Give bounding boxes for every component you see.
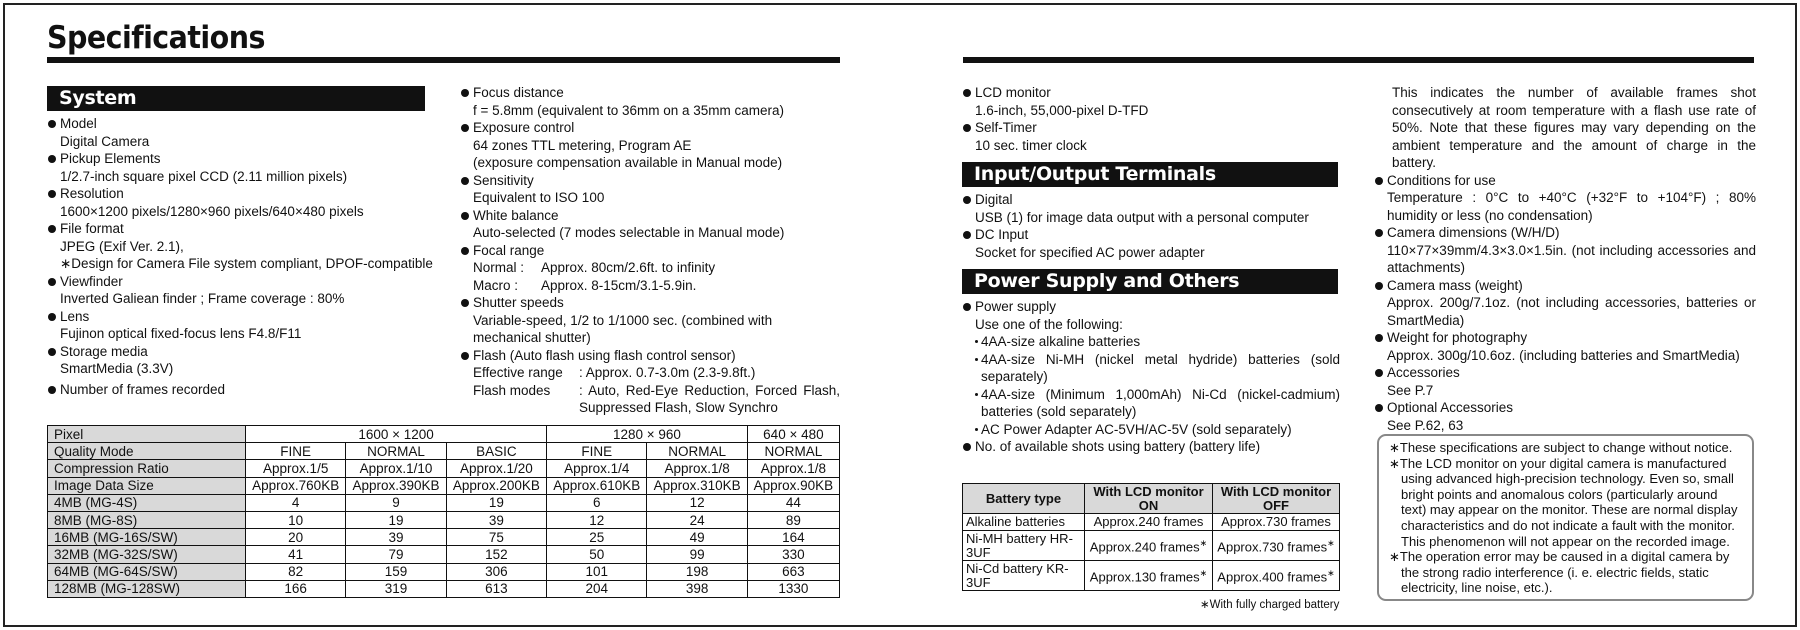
spec-model bbox=[47, 115, 442, 150]
focal-macro-value: Approx. 8-15cm/3.1-5.9in. bbox=[541, 277, 697, 293]
spec-value: SmartMedia (3.3V) bbox=[60, 361, 174, 376]
table-cell: 24 bbox=[647, 511, 747, 528]
table-cell: 6 bbox=[547, 494, 647, 511]
table-cell: Approx.730 frames bbox=[1213, 514, 1340, 531]
focal-macro-key: Macro : bbox=[473, 277, 519, 293]
spec-value: JPEG (Exif Ver. 2.1), bbox=[60, 238, 184, 254]
table-cell: NORMAL bbox=[647, 443, 747, 460]
table-cell: 39 bbox=[446, 511, 546, 528]
spec-label: Focal range bbox=[460, 242, 840, 260]
spec-exposure bbox=[460, 119, 840, 172]
table-cell: 99 bbox=[647, 546, 747, 563]
table-cell bbox=[1085, 531, 1213, 561]
table-cell bbox=[1085, 561, 1213, 591]
frames-table bbox=[47, 425, 840, 598]
table-cell: 4MB (MG-4S) bbox=[48, 494, 246, 511]
spec-lens bbox=[47, 308, 442, 343]
table-cell: 39 bbox=[346, 529, 446, 546]
table-cell: 330 bbox=[747, 546, 839, 563]
cell-value: Approx.400 frames bbox=[1217, 569, 1328, 585]
table-cell: 12 bbox=[547, 511, 647, 528]
flash-modes-value: : Auto, Red-Eye Reduction, Forced Flash, Suppressed Flash, Slow Synchro bbox=[579, 382, 840, 415]
table-cell: Quality Mode bbox=[48, 443, 246, 460]
spec-label: LCD monitor bbox=[962, 84, 1340, 102]
spec-shots bbox=[962, 438, 1340, 456]
table-cell: 152 bbox=[446, 546, 546, 563]
table-cell: Approx.240 frames bbox=[1085, 514, 1213, 531]
spec-value: Digital Camera bbox=[60, 133, 150, 149]
spec-self-timer bbox=[962, 119, 1340, 154]
spec-value: See P.7 bbox=[1387, 382, 1434, 398]
spec-value: Approx. 200g/7.1oz. (not including accessories, batteries or SmartMedia) bbox=[1387, 295, 1756, 328]
footnote-mark: ∗ bbox=[1199, 538, 1208, 549]
spec-focal-range bbox=[460, 242, 840, 295]
table-cell: With LCD monitor OFF bbox=[1213, 484, 1340, 514]
spec-dc-input bbox=[962, 226, 1340, 261]
table-cell: Approx.1/8 bbox=[647, 460, 747, 477]
note-item: ∗The operation error may be caused in a digital camera by the strong radio interference (i. e. electric fields, static electricity, line noise, etc.). bbox=[1389, 549, 1730, 596]
battery-table bbox=[962, 483, 1340, 591]
table-row bbox=[963, 514, 1340, 531]
table-cell: 101 bbox=[547, 563, 647, 580]
spec-column-1 bbox=[47, 86, 442, 398]
title-rule-left bbox=[47, 57, 840, 63]
spec-optional-accessories bbox=[1374, 399, 1756, 434]
spec-note: ∗Design for Camera File system compliant, DPOF-compatible bbox=[60, 256, 433, 271]
table-cell: Alkaline batteries bbox=[963, 514, 1085, 531]
table-cell: NORMAL bbox=[747, 443, 839, 460]
spec-value: Inverted Galiean finder ; Frame coverage : 80% bbox=[60, 291, 345, 306]
spec-label: White balance bbox=[460, 207, 840, 225]
table-cell: 640 × 480 bbox=[747, 426, 839, 443]
cell-value: Approx.130 frames bbox=[1089, 569, 1200, 585]
table-cell: 32MB (MG-32S/SW) bbox=[48, 546, 246, 563]
spec-value: 10 sec. timer clock bbox=[975, 137, 1087, 153]
table-row bbox=[963, 531, 1340, 561]
spec-label: Focus distance bbox=[460, 84, 840, 102]
power-option: 4AA-size Ni-MH (nickel metal hydride) batteries (sold separately) bbox=[962, 351, 1340, 386]
table-row bbox=[48, 511, 840, 528]
table-cell: 159 bbox=[346, 563, 446, 580]
focal-macro-row bbox=[460, 277, 840, 295]
focal-normal-key: Normal : bbox=[473, 260, 525, 275]
spec-dimensions bbox=[1374, 224, 1756, 277]
table-cell: Approx.390KB bbox=[346, 477, 446, 494]
table-cell: 64MB (MG-64S/SW) bbox=[48, 563, 246, 580]
spec-value: 1600×1200 pixels/1280×960 pixels/640×480 pixels bbox=[60, 203, 364, 219]
table-row bbox=[48, 529, 840, 546]
title-rule-right bbox=[963, 57, 1754, 63]
power-option: 4AA-size (Minimum 1,000mAh) Ni-Cd (nickel-cadmium) batteries (sold separately) bbox=[962, 386, 1340, 421]
table-cell: Image Data Size bbox=[48, 477, 246, 494]
battery-footnote: ∗With fully charged battery bbox=[1200, 599, 1340, 611]
spec-pickup bbox=[47, 150, 442, 185]
spec-label: Sensitivity bbox=[460, 172, 840, 190]
note-item: ∗The LCD monitor on your digital camera is manufactured using advanced high-precision technology. Even so, small bright points and anomalous colors (particularly around text) may appear on the monitor. These are normal display characteristics and do not indicate a fault with the monitor. This phenomenon will not appear on the recorded image. bbox=[1389, 455, 1738, 549]
table-cell: BASIC bbox=[446, 443, 546, 460]
spec-label: No. of available shots using battery (battery life) bbox=[962, 438, 1340, 456]
spec-label: Viewfinder bbox=[47, 273, 442, 291]
cell-value: Approx.240 frames bbox=[1089, 539, 1200, 555]
spec-label: Self-Timer bbox=[962, 119, 1340, 137]
notes-box bbox=[1377, 434, 1754, 601]
spec-flash bbox=[460, 347, 840, 417]
table-cell: 306 bbox=[446, 563, 546, 580]
focal-normal-value: Approx. 80cm/2.6ft. to infinity bbox=[541, 260, 716, 275]
table-cell: Compression Ratio bbox=[48, 460, 246, 477]
spec-value: Use one of the following: bbox=[975, 316, 1123, 332]
table-cell: 663 bbox=[747, 563, 839, 580]
spec-value: 64 zones TTL metering, Program AE bbox=[473, 137, 692, 153]
table-cell: 128MB (MG-128SW) bbox=[48, 580, 246, 597]
focal-normal-row bbox=[460, 259, 840, 277]
spec-value: Auto-selected (7 modes selectable in Manual mode) bbox=[473, 225, 785, 240]
table-cell bbox=[1213, 561, 1340, 591]
table-cell: 44 bbox=[747, 494, 839, 511]
table-row bbox=[48, 477, 840, 494]
table-cell: Battery type bbox=[963, 484, 1085, 514]
table-cell: Ni-Cd battery KR-3UF bbox=[963, 561, 1085, 591]
spec-digital bbox=[962, 191, 1340, 226]
table-cell: 75 bbox=[446, 529, 546, 546]
table-cell: 25 bbox=[547, 529, 647, 546]
spec-value: Approx. 300g/10.6oz. (including batteries and SmartMedia) bbox=[1387, 347, 1740, 363]
spec-value: Equivalent to ISO 100 bbox=[473, 190, 605, 205]
spec-power-supply bbox=[962, 298, 1340, 438]
table-cell: 41 bbox=[246, 546, 346, 563]
page-title: Specifications bbox=[47, 20, 265, 56]
spec-label: Model bbox=[47, 115, 442, 133]
table-cell: FINE bbox=[547, 443, 647, 460]
spec-label: Optional Accessories bbox=[1374, 399, 1756, 417]
table-cell: 8MB (MG-8S) bbox=[48, 511, 246, 528]
spec-label: Weight for photography bbox=[1374, 329, 1756, 347]
table-row bbox=[963, 484, 1340, 514]
table-cell: 82 bbox=[246, 563, 346, 580]
spec-column-4 bbox=[1374, 84, 1756, 434]
spec-label: Camera dimensions (W/H/D) bbox=[1374, 224, 1756, 242]
footnote-mark: ∗ bbox=[1327, 538, 1335, 549]
table-row bbox=[48, 443, 840, 460]
table-cell: 79 bbox=[346, 546, 446, 563]
table-cell: 4 bbox=[246, 494, 346, 511]
spec-storage bbox=[47, 343, 442, 378]
table-row bbox=[48, 494, 840, 511]
table-cell: 19 bbox=[446, 494, 546, 511]
spec-label: DC Input bbox=[962, 226, 1340, 244]
table-cell: Ni-MH battery HR-3UF bbox=[963, 531, 1085, 561]
spec-label: Shutter speeds bbox=[460, 294, 840, 312]
table-cell: With LCD monitor ON bbox=[1085, 484, 1213, 514]
table-cell: 9 bbox=[346, 494, 446, 511]
spec-label: Lens bbox=[47, 308, 442, 326]
table-row bbox=[48, 580, 840, 597]
spec-weight bbox=[1374, 329, 1756, 364]
table-cell: 398 bbox=[647, 580, 747, 597]
table-cell: 164 bbox=[747, 529, 839, 546]
spec-viewfinder bbox=[47, 273, 442, 308]
spec-label: Digital bbox=[962, 191, 1340, 209]
cell-value: Approx.730 frames bbox=[1217, 539, 1328, 555]
table-cell: NORMAL bbox=[346, 443, 446, 460]
table-row bbox=[48, 460, 840, 477]
table-cell: 1330 bbox=[747, 580, 839, 597]
spec-value: 110×77×39mm/4.3×3.0×1.5in. (not including accessories and attachments) bbox=[1387, 242, 1756, 275]
table-cell: Approx.1/20 bbox=[446, 460, 546, 477]
spec-label: Conditions for use bbox=[1374, 172, 1756, 190]
spec-value: (exposure compensation available in Manual mode) bbox=[473, 155, 783, 170]
spec-shutter bbox=[460, 294, 840, 347]
spec-lcd bbox=[962, 84, 1340, 119]
table-cell: 166 bbox=[246, 580, 346, 597]
spec-value: 1/2.7-inch square pixel CCD (2.11 million pixels) bbox=[60, 168, 348, 184]
spec-value: 1.6-inch, 55,000-pixel D-TFD bbox=[975, 102, 1149, 118]
section-header-system: System bbox=[47, 86, 425, 111]
spec-label: Storage media bbox=[47, 343, 442, 361]
spec-value: See P.62, 63 bbox=[1387, 417, 1464, 433]
spec-file-format bbox=[47, 220, 442, 273]
section-header-power: Power Supply and Others bbox=[962, 269, 1338, 294]
spec-label: Accessories bbox=[1374, 364, 1756, 382]
table-cell: Pixel bbox=[48, 426, 246, 443]
table-cell: 20 bbox=[246, 529, 346, 546]
table-cell: Approx.760KB bbox=[246, 477, 346, 494]
table-cell: 10 bbox=[246, 511, 346, 528]
table-row bbox=[963, 561, 1340, 591]
spec-white-balance bbox=[460, 207, 840, 242]
spec-focus bbox=[460, 84, 840, 119]
spec-label: Pickup Elements bbox=[47, 150, 442, 168]
section-header-io: Input/Output Terminals bbox=[962, 162, 1338, 187]
spec-label: File format bbox=[47, 220, 442, 238]
table-cell: 50 bbox=[547, 546, 647, 563]
table-cell: 19 bbox=[346, 511, 446, 528]
table-cell: 198 bbox=[647, 563, 747, 580]
power-option: 4AA-size alkaline batteries bbox=[962, 333, 1340, 351]
table-cell: 1600 × 1200 bbox=[246, 426, 547, 443]
flash-range-value: : Approx. 0.7-3.0m (2.3-9.8ft.) bbox=[579, 365, 756, 380]
spec-column-3 bbox=[962, 84, 1340, 456]
footnote-mark: ∗ bbox=[1199, 568, 1208, 579]
footnote-mark: ∗ bbox=[1327, 568, 1335, 579]
spec-frames-recorded bbox=[47, 381, 442, 399]
spec-accessories bbox=[1374, 364, 1756, 399]
spec-label: Power supply bbox=[962, 298, 1340, 316]
spec-label: Resolution bbox=[47, 185, 442, 203]
table-cell: 319 bbox=[346, 580, 446, 597]
table-row bbox=[48, 563, 840, 580]
flash-range-key: Effective range bbox=[473, 365, 563, 380]
spec-value: Temperature : 0°C to +40°C (+32°F to +104°F) ; 80% humidity or less (no condensation) bbox=[1387, 190, 1756, 223]
table-row bbox=[48, 546, 840, 563]
flash-modes-row bbox=[460, 382, 840, 417]
spec-value: USB (1) for image data output with a personal computer bbox=[975, 209, 1309, 225]
spec-column-2 bbox=[460, 84, 840, 417]
battery-intro-text: This indicates the number of available frames shot consecutively at room temperature with a flash use rate of 50%. Note that these figures may vary depending on the ambient temperature and the amount of charge in the battery. bbox=[1392, 85, 1756, 170]
spec-conditions bbox=[1374, 172, 1756, 225]
spec-label: Exposure control bbox=[460, 119, 840, 137]
table-cell: Approx.1/8 bbox=[747, 460, 839, 477]
table-row bbox=[48, 426, 840, 443]
spec-mass bbox=[1374, 277, 1756, 330]
table-cell: Approx.1/5 bbox=[246, 460, 346, 477]
table-cell: Approx.310KB bbox=[647, 477, 747, 494]
spec-label: Flash (Auto flash using flash control sensor) bbox=[460, 347, 840, 365]
table-cell: 1280 × 960 bbox=[547, 426, 748, 443]
spec-value: Fujinon optical fixed-focus lens F4.8/F11 bbox=[60, 326, 302, 341]
spec-sensitivity bbox=[460, 172, 840, 207]
flash-range-row bbox=[460, 364, 840, 382]
table-cell: Approx.200KB bbox=[446, 477, 546, 494]
table-cell: 49 bbox=[647, 529, 747, 546]
spec-label: Number of frames recorded bbox=[47, 381, 442, 399]
table-cell: 89 bbox=[747, 511, 839, 528]
power-option: AC Power Adapter AC-5VH/AC-5V (sold separately) bbox=[962, 421, 1340, 439]
table-cell: Approx.90KB bbox=[747, 477, 839, 494]
table-cell: 16MB (MG-16S/SW) bbox=[48, 529, 246, 546]
spec-resolution bbox=[47, 185, 442, 220]
spec-value: Socket for specified AC power adapter bbox=[975, 244, 1205, 260]
note-item: ∗These specifications are subject to change without notice. bbox=[1389, 440, 1733, 455]
table-cell: FINE bbox=[246, 443, 346, 460]
spec-value: Variable-speed, 1/2 to 1/1000 sec. (combined with mechanical shutter) bbox=[473, 312, 773, 345]
flash-modes-key: Flash modes bbox=[473, 382, 551, 398]
table-cell: 613 bbox=[446, 580, 546, 597]
table-cell: Approx.610KB bbox=[547, 477, 647, 494]
spec-value: f = 5.8mm (equivalent to 36mm on a 35mm camera) bbox=[473, 102, 785, 118]
table-cell: Approx.1/10 bbox=[346, 460, 446, 477]
table-cell: 204 bbox=[547, 580, 647, 597]
table-cell: 12 bbox=[647, 494, 747, 511]
table-cell: Approx.1/4 bbox=[547, 460, 647, 477]
table-cell bbox=[1213, 531, 1340, 561]
spec-label: Camera mass (weight) bbox=[1374, 277, 1756, 295]
